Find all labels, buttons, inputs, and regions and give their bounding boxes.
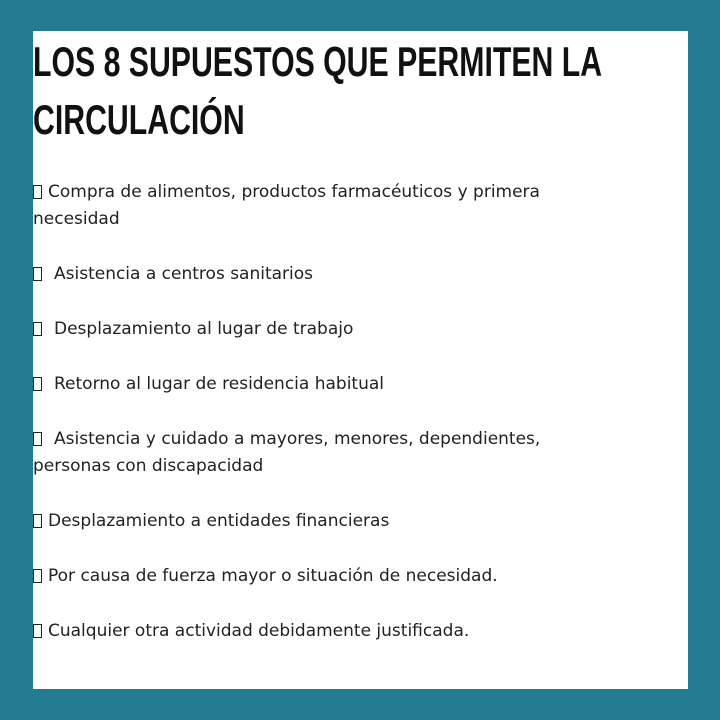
list-item-text: Desplazamiento al lugar de trabajo [54,319,354,339]
list-item-text: Cualquier otra actividad debidamente justificada. [48,621,470,641]
missing-glyph-box-icon [33,624,42,638]
title-line-2: CIRCULACIÓN [33,96,245,143]
list-item-3 [33,316,633,343]
list-item-text: Compra de alimentos, productos farmacéuticos y primera [48,182,540,202]
list-item-text: Asistencia a centros sanitarios [54,264,314,284]
missing-glyph-box-icon [33,377,42,391]
list-item-5 [33,426,633,480]
list-item-text-continued: necesidad [33,209,120,229]
list-item-7 [33,563,633,590]
list-item-text: Por causa de fuerza mayor o situación de necesidad. [48,566,498,586]
missing-glyph-box-icon [33,322,42,336]
missing-glyph-box-icon [33,432,42,446]
missing-glyph-box-icon [33,267,42,281]
list-item-4 [33,371,633,398]
missing-glyph-box-icon [33,569,42,583]
title-line-1: LOS 8 SUPUESTOS QUE PERMITEN LA [33,38,603,85]
list-item-8 [33,618,633,645]
list-item-1 [33,179,633,233]
list-item-text: Asistencia y cuidado a mayores, menores, dependientes, [54,429,541,449]
list-item-text: Desplazamiento a entidades financieras [48,511,390,531]
list-item-text-continued: personas con discapacidad [33,456,264,476]
list-item-6 [33,508,633,535]
supuestos-list [33,179,633,645]
list-item-text: Retorno al lugar de residencia habitual [54,374,384,394]
page-title [33,33,603,149]
content-card [33,31,688,689]
list-item-2 [33,261,633,288]
missing-glyph-box-icon [33,514,42,528]
missing-glyph-box-icon [33,185,42,199]
